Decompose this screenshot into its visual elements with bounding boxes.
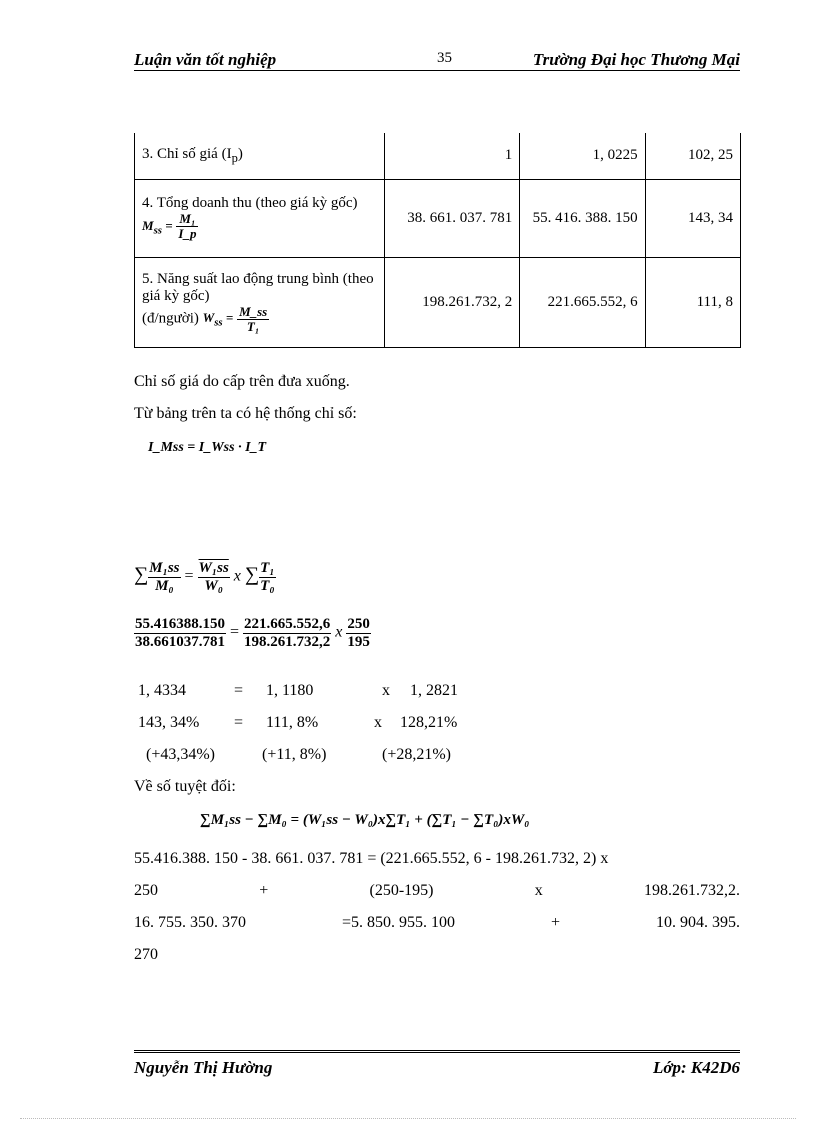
formula-lhs: $W_{ss}$ = (202, 310, 234, 330)
calc-line-3: 16. 755. 350. 370 =5. 850. 955. 100 + 10. 904. 395. (134, 914, 740, 931)
calc-line-4: 270 (134, 946, 158, 963)
formula-numeric-ratio: $\frac{55.416388.150}{38.661037.781}$ = $\frac{221.665.552,6}{198.261.732,2}$ x $\frac{250}{195}$ (135, 616, 370, 650)
page-bottom-divider (20, 1118, 796, 1119)
index-table (134, 133, 741, 348)
table-row (135, 133, 741, 179)
table-cell: 198.261.732, 2 (384, 257, 519, 347)
table-cell: 1, 0225 (520, 133, 645, 179)
formula-absolute: ∑M₁ss − ∑M₀ = (W₁ss − W₀)x∑T₁ + (∑T₁ − ∑T₀)xW₀ (200, 812, 530, 828)
table-row (135, 179, 741, 257)
formula-fraction: $\frac{\text{M₁}}{I\_p}$ (178, 211, 197, 241)
table-cell-label: 5. Năng suất lao động trung bình (theo giá kỳ gốc) (đ/người) $W_{ss}$ = $\frac{M\_ss}{\text{T₁}}$ (135, 257, 385, 347)
page-header (134, 48, 740, 71)
table-cell: 111, 8 (645, 257, 740, 347)
paragraph-price-index-note: Chỉ số giá do cấp trên đưa xuống. (134, 373, 350, 390)
table-cell: 143, 34 (645, 179, 740, 257)
formula-index-system: I_Mss = I_Wss · I_T (148, 440, 267, 455)
paragraph-index-system-intro: Từ bảng trên ta có hệ thống chỉ số: (134, 405, 357, 422)
page-number: 35 (437, 50, 452, 66)
formula-symbolic-ratio: ∑ $\frac{\text{M₁ss}}{\text{M₀}}$ = $\frac{\text{W₁ss}}{\text{W₀}}$ x ∑ $\frac{\text{T₁}}{\text{T₀}}$ (134, 560, 275, 594)
formula-fraction: $\frac{M\_ss}{\text{T₁}}$ (239, 303, 268, 334)
table-cell-label: 3. Chỉ số giá $(I_p)$ (135, 133, 385, 179)
table-cell: 38. 661. 037. 781 (384, 179, 519, 257)
footer-author: Nguyễn Thị Hường (134, 1058, 273, 1077)
calc-line-1: 55.416.388. 150 - 38. 661. 037. 781 = (221.665.552, 6 - 198.261.732, 2) x (134, 850, 609, 867)
formula-lhs: $M_{ss}$ = (142, 217, 173, 237)
table-cell: 1 (384, 133, 519, 179)
footer-class: Lớp: K42D6 (652, 1058, 740, 1077)
table-cell-label: 4. Tổng doanh thu (theo giá kỳ gốc) $M_{ss}$ = $\frac{\text{M₁}}{I\_p}$ (135, 179, 385, 257)
paragraph-absolute-intro: Về số tuyệt đối: (134, 778, 236, 795)
header-university: Trường Đại học Thương Mại (532, 50, 740, 69)
page-footer (134, 1050, 740, 1083)
table-cell: 55. 416. 388. 150 (520, 179, 645, 257)
calc-line-2: 250 + (250-195) x 198.261.732,2. (134, 882, 740, 899)
table-cell: 102, 25 (645, 133, 740, 179)
table-row (135, 257, 741, 347)
header-thesis-title: Luận văn tốt nghiệp (134, 50, 277, 69)
table-cell: 221.665.552, 6 (520, 257, 645, 347)
